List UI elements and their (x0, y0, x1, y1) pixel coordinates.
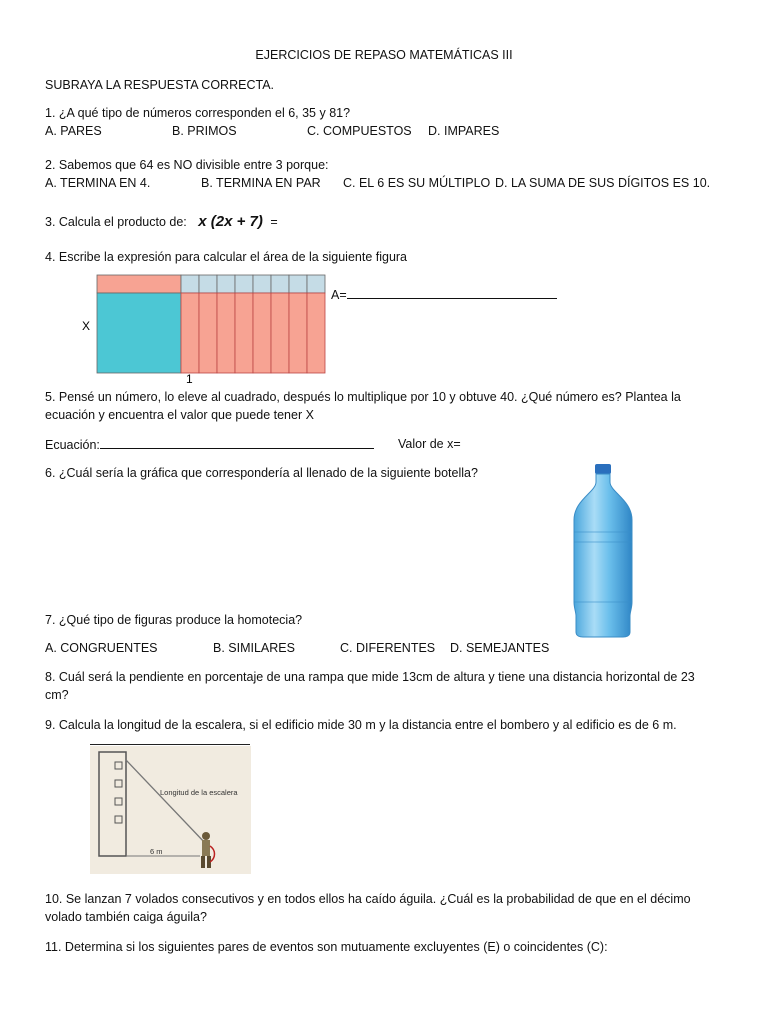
distance-label: 6 m (150, 847, 163, 856)
q5-equation-line[interactable] (100, 437, 374, 449)
q2-option-d[interactable]: D. LA SUMA DE SUS DÍGITOS ES 10. (495, 176, 711, 190)
q7-text: 7. ¿Qué tipo de figuras produce la homotecia? (45, 613, 303, 627)
unit-strips (181, 275, 325, 373)
q7-option-d[interactable]: D. SEMEJANTES (450, 641, 550, 655)
q5-equation-label: Ecuación: (45, 438, 100, 452)
x-by-1-strip (199, 293, 217, 373)
q4-answer (331, 287, 557, 302)
q1-option-c[interactable]: C. COMPUESTOS (307, 124, 412, 138)
unit-square (307, 275, 325, 293)
square-x (97, 293, 181, 373)
unit-square (199, 275, 217, 293)
q7-option-a[interactable]: A. CONGRUENTES (45, 641, 158, 655)
page-title: EJERCICIOS DE REPASO MATEMÁTICAS III (255, 48, 513, 62)
unit-square (289, 275, 307, 293)
label-1: 1 (186, 372, 193, 386)
bottle-image (568, 462, 638, 638)
x-by-1-strip (307, 293, 325, 373)
top-salmon-strip (97, 275, 181, 293)
unit-square (181, 275, 199, 293)
q5-value-label: Valor de x= (398, 437, 461, 451)
q1-text: 1. ¿A qué tipo de números corresponden el 6, 35 y 81? (45, 106, 351, 120)
instruction: SUBRAYA LA RESPUESTA CORRECTA. (45, 78, 274, 92)
q2-option-c[interactable]: C. EL 6 ES SU MÚLTIPLO (343, 176, 491, 190)
q4-answer-label: A= (331, 288, 347, 302)
unit-square (217, 275, 235, 293)
unit-square (253, 275, 271, 293)
q3-equals: = (270, 215, 278, 229)
q3-text: 3. Calcula el producto de: (45, 215, 187, 229)
bottle-body (574, 474, 632, 637)
x-by-1-strip (253, 293, 271, 373)
figure-background (90, 746, 251, 874)
q10-line1: 10. Se lanzan 7 volados consecutivos y en todos ellos ha caído águila. ¿Cuál es la probabilidad de que en el décimo (45, 892, 691, 906)
q2-text: 2. Sabemos que 64 es NO divisible entre 3 porque: (45, 158, 329, 172)
area-figure (80, 272, 340, 387)
q4-text: 4. Escribe la expresión para calcular el área de la siguiente figura (45, 250, 408, 264)
x-by-1-strip (289, 293, 307, 373)
ladder-length-label: Longitud de la escalera (160, 788, 238, 797)
q7-option-c[interactable]: C. DIFERENTES (340, 641, 436, 655)
q4-answer-line[interactable] (347, 287, 557, 299)
ladder-figure (90, 746, 251, 874)
q2-option-a[interactable]: A. TERMINA EN 4. (45, 176, 151, 190)
q8-line2: cm? (45, 688, 69, 702)
unit-square (271, 275, 289, 293)
q11-text: 11. Determina si los siguientes pares de eventos son mutuamente excluyentes (E) o coincidentes (C): (45, 940, 608, 954)
q7-option-b[interactable]: B. SIMILARES (213, 641, 295, 655)
q1-option-d[interactable]: D. IMPARES (428, 124, 500, 138)
q3-expression: x (2x + 7) (198, 213, 263, 230)
unit-square (235, 275, 253, 293)
q10-line2: volado también caiga águila? (45, 910, 207, 924)
q6-text: 6. ¿Cuál sería la gráfica que correspondería al llenado de la siguiente botella? (45, 466, 478, 480)
label-x: X (82, 319, 91, 333)
x-by-1-strip (217, 293, 235, 373)
x-by-1-strip (271, 293, 289, 373)
q3-line (45, 213, 278, 230)
q9-text: 9. Calcula la longitud de la escalera, si el edificio mide 30 m y la distancia entre el bombero y al edificio es de 6 m. (45, 718, 677, 732)
q5-line1: 5. Pensé un número, lo eleve al cuadrado, después lo multiplique por 10 y obtuve 40. ¿Qué número es? Plantea la (45, 390, 681, 404)
bottle-cap (595, 464, 611, 474)
q5-equation (45, 437, 374, 452)
q5-line2: ecuación y encuentra el valor que puede tener X (45, 408, 314, 422)
q1-option-a[interactable]: A. PARES (45, 124, 102, 138)
q8-line1: 8. Cuál será la pendiente en porcentaje de una rampa que mide 13cm de altura y tiene una distancia horizontal de 23 (45, 670, 695, 684)
x-by-1-strip (181, 293, 199, 373)
q9-rule (90, 744, 250, 745)
q1-option-b[interactable]: B. PRIMOS (172, 124, 237, 138)
q2-option-b[interactable]: B. TERMINA EN PAR (201, 176, 321, 190)
x-by-1-strip (235, 293, 253, 373)
